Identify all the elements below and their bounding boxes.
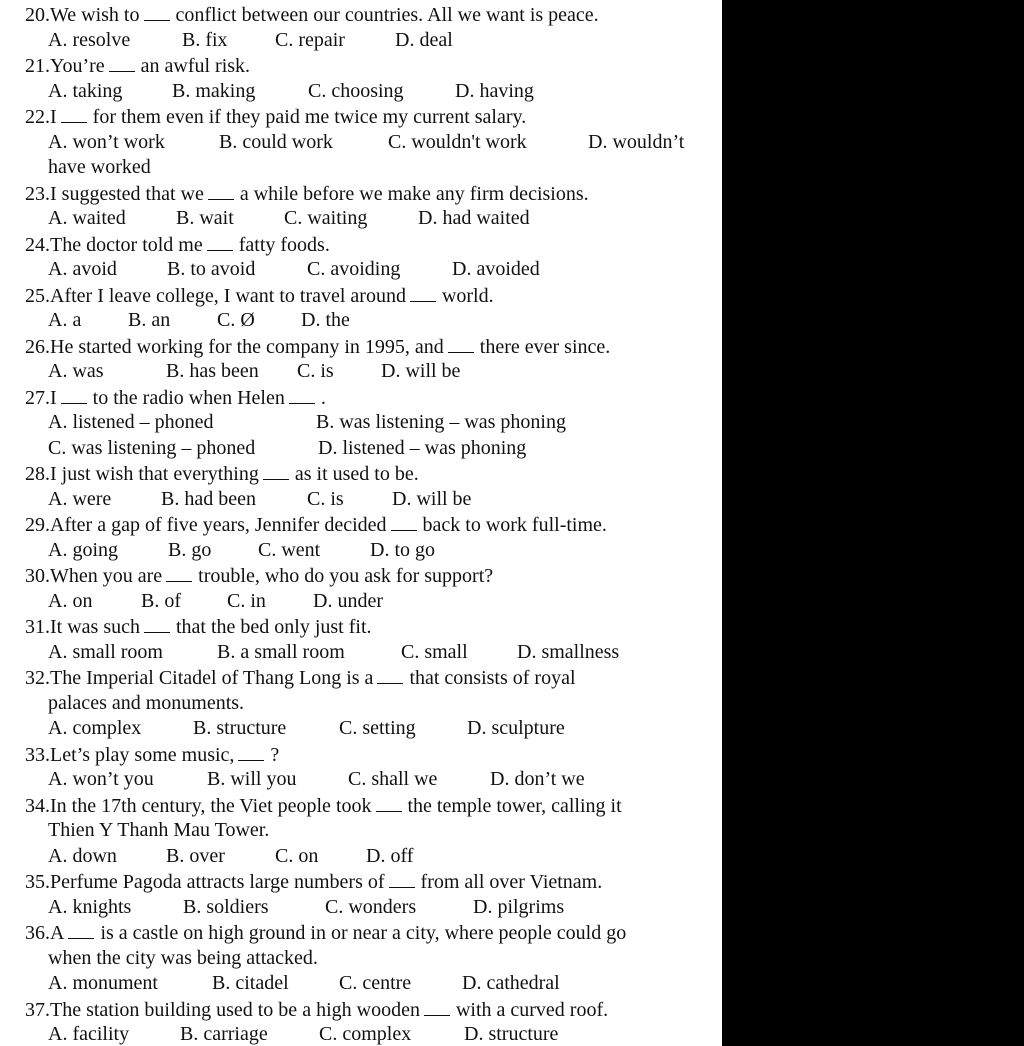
answer-option[interactable]: D. the xyxy=(301,309,350,331)
answer-option[interactable]: B. a small room xyxy=(217,640,345,663)
question-continuation xyxy=(0,946,318,971)
question-34 xyxy=(0,793,622,818)
answer-option[interactable]: D. cathedral xyxy=(462,972,560,994)
answer-blank[interactable] xyxy=(263,461,289,480)
question-text: that the bed only just fit. xyxy=(175,616,372,638)
answer-option[interactable]: C. choosing xyxy=(308,79,404,102)
answer-option[interactable]: B. was listening – was phoning xyxy=(316,411,566,433)
question-text: an awful risk. xyxy=(140,55,251,77)
question-text: when the city was being attacked. xyxy=(48,946,318,969)
answer-option[interactable]: D. sculpture xyxy=(467,717,565,739)
question-text: The doctor told me xyxy=(50,233,203,256)
answer-option[interactable]: A. facility xyxy=(48,1023,130,1045)
answer-blank[interactable] xyxy=(424,997,450,1016)
question-text: I xyxy=(50,386,57,409)
answer-option[interactable]: B. soldiers xyxy=(183,895,269,918)
answer-option[interactable]: C. setting xyxy=(339,717,416,739)
question-32 xyxy=(0,665,576,690)
answer-option[interactable]: A. won’t work xyxy=(48,130,165,153)
black-panel xyxy=(722,0,1024,1046)
question-number: 21. xyxy=(25,55,50,77)
question-number: 20. xyxy=(25,4,50,26)
answer-option[interactable]: D. deal xyxy=(395,28,453,51)
question-text: The station building used to be a high wooden xyxy=(50,998,420,1021)
question-text: You’re xyxy=(50,55,105,77)
question-text: ? xyxy=(270,743,280,766)
answer-option[interactable]: B. wait xyxy=(176,207,234,229)
question-text: In the 17th century, the Viet people took xyxy=(50,794,372,817)
question-22 xyxy=(0,104,526,129)
question-number: 22. xyxy=(25,106,50,128)
answer-blank[interactable] xyxy=(391,512,417,531)
answer-option[interactable]: A. resolve xyxy=(48,28,131,51)
question-text: conflict between our countries. All we want is peace. xyxy=(175,4,599,26)
answer-option[interactable]: D. smallness xyxy=(517,640,620,663)
answer-option[interactable]: A. complex xyxy=(48,717,142,739)
question-number: 36. xyxy=(25,922,50,944)
answer-option[interactable]: B. to avoid xyxy=(167,258,256,280)
answer-option[interactable]: C. is xyxy=(297,360,334,382)
answer-option[interactable]: A. going xyxy=(48,538,118,561)
answer-option[interactable]: D. structure xyxy=(464,1023,559,1045)
answer-option[interactable]: B. go xyxy=(168,538,212,561)
answer-option[interactable]: C. on xyxy=(275,844,319,867)
answer-option[interactable]: C. centre xyxy=(339,972,412,994)
question-text: trouble, who do you ask for support? xyxy=(198,565,494,587)
question-number: 26. xyxy=(25,335,50,358)
answer-option[interactable]: B. carriage xyxy=(180,1023,268,1045)
question-text: It was such xyxy=(50,616,140,638)
answer-blank[interactable] xyxy=(410,283,436,302)
question-number: 31. xyxy=(25,616,50,638)
answer-option[interactable]: C. complex xyxy=(319,1023,412,1045)
question-text: the temple tower, calling it xyxy=(407,794,622,817)
question-text: The Imperial Citadel of Thang Long is a xyxy=(50,667,374,689)
answer-option[interactable]: A. were xyxy=(48,487,112,510)
question-text: there ever since. xyxy=(479,335,611,358)
question-text: to the radio when Helen xyxy=(92,386,285,409)
question-number: 27. xyxy=(25,386,50,409)
answer-blank[interactable] xyxy=(144,614,170,633)
answer-option[interactable]: A. knights xyxy=(48,895,132,918)
question-number: 25. xyxy=(25,284,50,307)
answer-option[interactable]: C. small xyxy=(401,640,468,663)
question-20 xyxy=(0,2,599,27)
question-number: 28. xyxy=(25,463,50,485)
answer-blank[interactable] xyxy=(389,869,415,888)
question-text: Let’s play some music, xyxy=(50,743,235,766)
question-text: I xyxy=(50,106,57,128)
answer-option[interactable]: B. citadel xyxy=(212,972,289,994)
answer-option[interactable]: D. to go xyxy=(370,538,435,561)
question-text: I just wish that everything xyxy=(50,463,259,485)
answer-option[interactable]: D. will be xyxy=(381,360,461,382)
answer-blank[interactable] xyxy=(208,181,234,200)
answer-option[interactable]: D. under xyxy=(313,589,383,612)
question-text: fatty foods. xyxy=(238,233,330,256)
answer-option[interactable]: A. small room xyxy=(48,640,163,663)
question-37 xyxy=(0,997,608,1022)
question-36 xyxy=(0,920,626,945)
answer-blank[interactable] xyxy=(61,104,87,123)
question-text: We wish to xyxy=(50,4,140,26)
answer-option[interactable]: B. had been xyxy=(161,487,256,510)
answer-option[interactable]: C. went xyxy=(258,538,321,561)
question-text: back to work full-time. xyxy=(422,514,607,536)
answer-blank[interactable] xyxy=(238,742,264,761)
question-number: 34. xyxy=(25,794,50,817)
question-number: 37. xyxy=(25,998,50,1021)
question-continuation xyxy=(0,691,244,716)
question-text: Thien Y Thanh Mau Tower. xyxy=(48,819,270,841)
question-28 xyxy=(0,461,419,486)
answer-blank[interactable] xyxy=(109,53,135,72)
question-text: After I leave college, I want to travel around xyxy=(50,284,406,307)
answer-option-continuation: have worked xyxy=(48,156,151,178)
answer-option[interactable]: D. had waited xyxy=(418,207,530,229)
question-27 xyxy=(0,385,326,410)
question-35 xyxy=(0,869,602,894)
question-text: with a curved roof. xyxy=(455,998,609,1021)
answer-option[interactable]: B. structure xyxy=(193,717,287,739)
question-text: . xyxy=(320,386,326,409)
answer-option[interactable]: D. pilgrims xyxy=(473,895,565,918)
question-text: A xyxy=(50,922,65,944)
answer-option[interactable]: D. having xyxy=(455,79,534,102)
answer-option[interactable]: A. won’t you xyxy=(48,768,154,790)
answer-option[interactable]: A. on xyxy=(48,589,93,612)
answer-option[interactable]: C. Ø xyxy=(217,309,255,331)
question-number: 33. xyxy=(25,743,50,766)
answer-option[interactable]: D. wouldn’t xyxy=(588,130,685,153)
question-number: 32. xyxy=(25,667,50,689)
answer-option[interactable]: B. over xyxy=(166,844,225,867)
answer-option[interactable]: C. wonders xyxy=(325,895,417,918)
question-30 xyxy=(0,563,493,588)
question-continuation xyxy=(0,818,269,843)
question-text: world. xyxy=(441,284,494,307)
question-number: 29. xyxy=(25,514,50,536)
question-33 xyxy=(0,742,279,767)
answer-option[interactable]: D. avoided xyxy=(452,258,540,280)
question-text: from all over Vietnam. xyxy=(420,871,603,893)
answer-option[interactable]: C. repair xyxy=(275,28,345,51)
question-text: a while before we make any firm decisions. xyxy=(239,182,589,205)
answer-blank[interactable] xyxy=(207,232,233,251)
answer-blank[interactable] xyxy=(166,563,192,582)
answer-option[interactable]: B. will you xyxy=(207,768,297,790)
question-number: 35. xyxy=(25,871,50,893)
answer-option[interactable]: D. don’t we xyxy=(490,768,585,790)
answer-blank[interactable] xyxy=(448,334,474,353)
answer-option[interactable]: C. was listening – phoned xyxy=(48,436,256,459)
answer-option[interactable]: B. has been xyxy=(166,360,259,382)
answer-option[interactable]: D. off xyxy=(366,844,414,867)
question-text: palaces and monuments. xyxy=(48,691,245,714)
question-text: I suggested that we xyxy=(50,182,204,205)
answer-blank[interactable] xyxy=(377,665,403,684)
question-text: When you are xyxy=(50,565,163,587)
answer-option[interactable]: B. making xyxy=(172,79,256,102)
question-text: is a castle on high ground in or near a city, where people could go xyxy=(100,922,627,944)
answer-option[interactable]: B. fix xyxy=(182,28,228,51)
answer-option[interactable]: D. listened – was phoning xyxy=(318,436,527,459)
question-number: 23. xyxy=(25,182,50,205)
question-number: 30. xyxy=(25,565,50,587)
answer-blank[interactable] xyxy=(376,793,402,812)
answer-option[interactable]: A. down xyxy=(48,844,117,867)
answer-blank[interactable] xyxy=(144,2,170,21)
answer-blank[interactable] xyxy=(289,385,315,404)
question-text: for them even if they paid me twice my current salary. xyxy=(92,106,527,128)
question-31 xyxy=(0,614,372,639)
question-26 xyxy=(0,334,610,359)
answer-option[interactable]: A. avoid xyxy=(48,258,117,280)
answer-option[interactable]: A. was xyxy=(48,360,104,382)
answer-option[interactable]: A. taking xyxy=(48,79,123,102)
answer-option[interactable]: B. of xyxy=(141,589,181,612)
answer-option[interactable]: B. an xyxy=(128,309,171,331)
question-21 xyxy=(0,53,250,78)
question-text: Perfume Pagoda attracts large numbers of xyxy=(50,871,385,893)
answer-option[interactable]: A. a xyxy=(48,309,82,331)
answer-option[interactable]: D. will be xyxy=(392,487,472,510)
question-text: as it used to be. xyxy=(294,463,419,485)
answer-option[interactable]: A. waited xyxy=(48,207,126,229)
answer-option[interactable]: C. avoiding xyxy=(307,258,401,280)
option-continuation xyxy=(0,155,151,180)
answer-option[interactable]: C. waiting xyxy=(284,207,368,229)
question-29 xyxy=(0,512,607,537)
question-text: He started working for the company in 1995, and xyxy=(50,335,444,358)
answer-blank[interactable] xyxy=(61,385,87,404)
answer-option[interactable]: C. is xyxy=(307,487,344,510)
answer-option[interactable]: A. monument xyxy=(48,972,158,994)
question-text: After a gap of five years, Jennifer decided xyxy=(50,514,387,536)
question-number: 24. xyxy=(25,233,50,256)
question-25 xyxy=(0,283,494,308)
question-23 xyxy=(0,181,589,206)
answer-option[interactable]: C. shall we xyxy=(348,768,438,790)
answer-option[interactable]: B. could work xyxy=(219,130,333,153)
answer-option[interactable]: C. wouldn't work xyxy=(388,130,527,153)
answer-option[interactable]: C. in xyxy=(227,589,266,612)
answer-blank[interactable] xyxy=(68,920,94,939)
question-24 xyxy=(0,232,330,257)
answer-option[interactable]: A. listened – phoned xyxy=(48,411,214,433)
question-text: that consists of royal xyxy=(409,667,576,689)
